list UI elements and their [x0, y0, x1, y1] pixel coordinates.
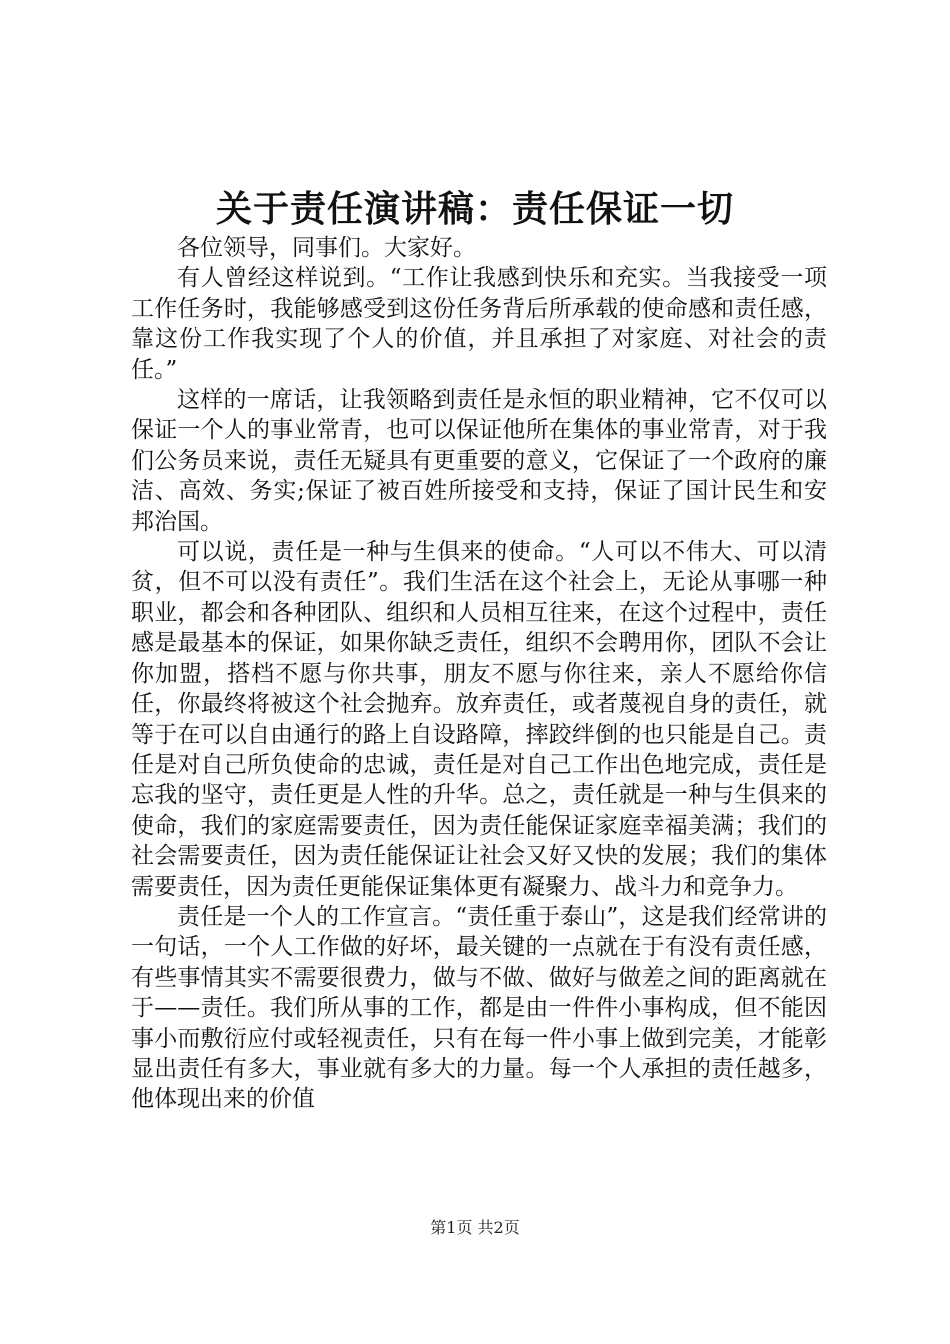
- document-body: [131, 233, 827, 1115]
- paragraph-greeting: 各位领导，同事们。大家好。: [177, 235, 476, 261]
- paragraph-work-declaration: 责任是一个人的工作宣言。“责任重于泰山”，这是我们经常讲的一句话，一个人工作做的好坏，最关键的一点就在于有没有责任感，有些事情其实不需要很费力，做与不做、做好与做差之间的距离就在于——责任。我们所从事的工作，都是由一件件小事构成，但不能因事小而敷衍应付或轻视责任，只有在每一件小事上做到完美，才能彰显出责任有多大，事业就有多大的力量。每一个人承担的责任越多，他体现出来的价值: [131, 903, 827, 1113]
- paragraph-quote: 有人曾经这样说到。“工作让我感到快乐和充实。当我接受一项工作任务时，我能够感受到这份任务背后所承载的使命感和责任感，靠这份工作我实现了个人的价值，并且承担了对家庭、对社会的责任。”: [131, 265, 827, 383]
- paragraph-innate-mission: 可以说，责任是一种与生俱来的使命。“人可以不伟大、可以清贫，但不可以没有责任”。我们生活在这个社会上，无论从事哪一种职业，都会和各种团队、组织和人员相互往来，在这个过程中，责任感是最基本的保证，如果你缺乏责任，组织不会聘用你，团队不会让你加盟，搭档不愿与你共事，朋友不愿与你往来，亲人不愿给你信任，你最终将被这个社会抛弃。放弃责任，或者蔑视自身的责任，就等于在可以自由通行的路上自设路障，摔跤绊倒的也只能是自己。责任是对自己所负使命的忠诚，责任是对自己工作出色地完成，责任是忘我的坚守，责任更是人性的升华。总之，责任就是一种与生俱来的使命，我们的家庭需要责任，因为责任能保证家庭幸福美满；我们的社会需要责任，因为责任能保证让社会又好又快的发展；我们的集体需要责任，因为责任更能保证集体更有凝聚力、战斗力和竞争力。: [131, 539, 827, 900]
- paragraph-professional-spirit: 这样的一席话，让我领略到责任是永恒的职业精神，它不仅可以保证一个人的事业常青，也可以保证他所在集体的事业常青，对于我们公务员来说，责任无疑具有更重要的意义，它保证了一个政府的廉洁、高效、务实;保证了被百姓所接受和支持，保证了国计民生和安邦治国。: [131, 387, 827, 535]
- page-number-footer: 第1页 共2页: [430, 1218, 520, 1237]
- document-title: 关于责任演讲稿：责任保证一切: [215, 188, 734, 230]
